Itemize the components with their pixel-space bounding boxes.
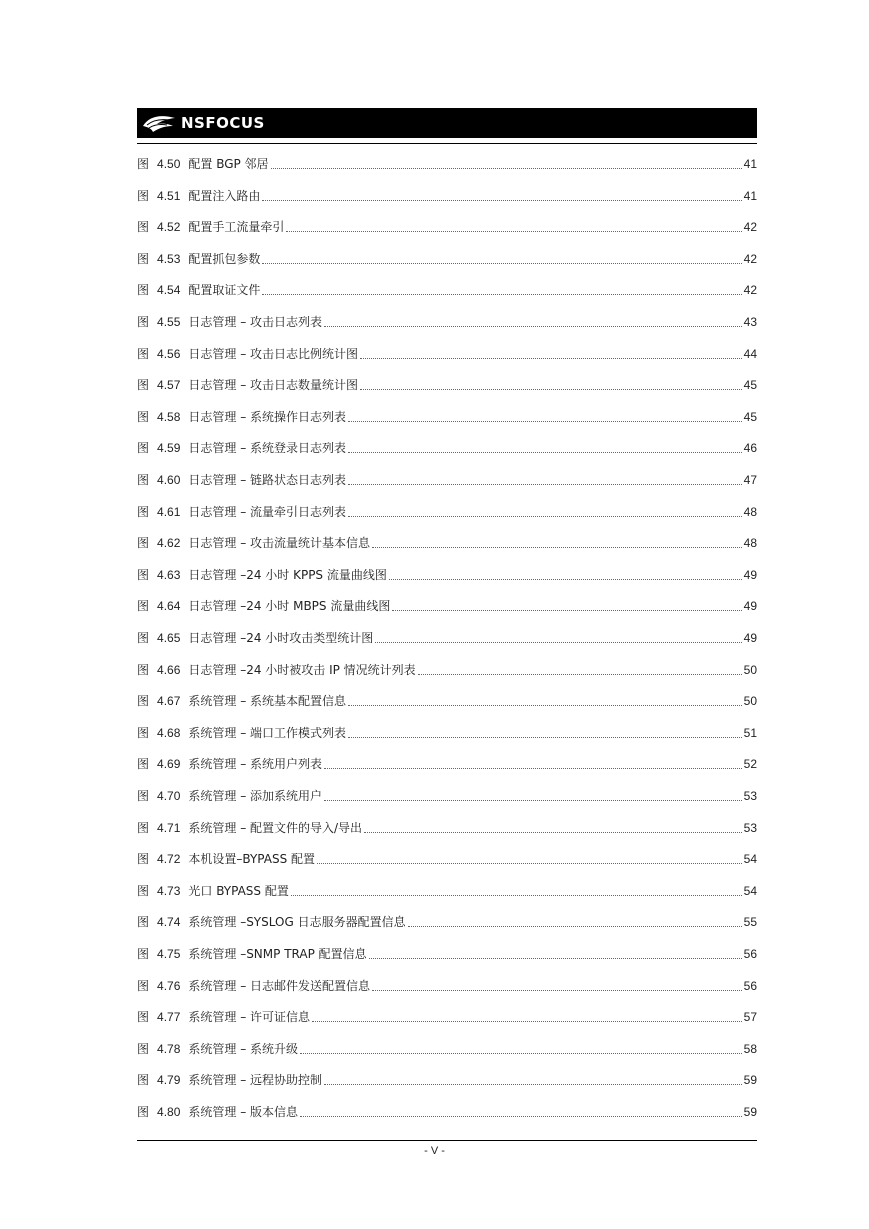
figure-title: 系统管理 – 远程协助控制 xyxy=(188,1073,323,1088)
dot-leader xyxy=(317,862,742,864)
header-divider xyxy=(137,143,757,144)
figure-title: 日志管理 – 攻击流量统计基本信息 xyxy=(188,536,371,551)
figure-title: 系统管理 – 日志邮件发送配置信息 xyxy=(188,978,371,993)
toc-entry[interactable] xyxy=(137,724,757,742)
page-ref: 45 xyxy=(743,409,757,424)
figure-label: 图 xyxy=(137,978,150,993)
figure-label: 图 xyxy=(137,599,150,614)
figure-number: 4.61 xyxy=(157,504,181,519)
figure-title: 日志管理 – 攻击日志比例统计图 xyxy=(188,346,359,361)
dot-leader xyxy=(286,230,741,232)
page-ref: 49 xyxy=(743,567,757,582)
figure-title: 日志管理 – 链路状态日志列表 xyxy=(188,473,347,487)
toc-entry[interactable] xyxy=(137,218,757,236)
page-ref: 51 xyxy=(743,725,757,740)
figure-number: 4.58 xyxy=(157,409,181,424)
figure-number: 4.59 xyxy=(157,441,181,456)
figure-number: 4.76 xyxy=(157,978,181,993)
figure-number: 4.79 xyxy=(157,1073,181,1088)
figure-title: 系统管理 – 系统升级 xyxy=(188,1041,299,1056)
page-ref: 41 xyxy=(743,157,757,171)
page-ref: 53 xyxy=(743,820,757,835)
toc-entry[interactable] xyxy=(137,376,757,394)
dot-leader xyxy=(312,1020,742,1022)
page-ref: 49 xyxy=(743,631,757,645)
page-ref: 56 xyxy=(743,947,757,961)
figure-label: 图 xyxy=(137,1105,150,1119)
page-ref: 57 xyxy=(743,1010,757,1025)
dot-leader xyxy=(392,609,741,611)
figure-label: 图 xyxy=(137,915,150,930)
page-ref: 46 xyxy=(743,441,757,456)
figure-number: 4.65 xyxy=(157,631,181,645)
figure-title: 日志管理 –24 小时攻击类型统计图 xyxy=(188,631,374,645)
page-ref: 59 xyxy=(743,1073,757,1088)
dot-leader xyxy=(348,736,742,738)
dot-leader xyxy=(324,767,742,769)
figure-number: 4.77 xyxy=(157,1010,181,1025)
figure-label: 图 xyxy=(137,536,150,551)
dot-leader xyxy=(348,515,742,517)
figure-title: 日志管理 – 系统登录日志列表 xyxy=(188,441,347,456)
figure-label: 图 xyxy=(137,409,150,424)
page-ref: 42 xyxy=(743,220,757,235)
dot-leader xyxy=(324,799,742,801)
dot-leader xyxy=(372,546,742,548)
dot-leader xyxy=(348,483,742,485)
toc-entry[interactable] xyxy=(137,913,757,931)
figure-number: 4.68 xyxy=(157,725,181,740)
page-ref: 49 xyxy=(743,599,757,614)
page-ref: 43 xyxy=(743,315,757,329)
page-number: - V - xyxy=(424,1145,445,1157)
toc-entry[interactable] xyxy=(137,692,757,710)
toc-entry[interactable] xyxy=(137,755,757,773)
dot-leader xyxy=(262,262,741,264)
page-ref: 42 xyxy=(743,251,757,266)
figure-label: 图 xyxy=(137,631,150,645)
figure-title: 系统管理 – 系统基本配置信息 xyxy=(188,694,347,709)
figure-number: 4.73 xyxy=(157,883,181,898)
figure-title: 光口 BYPASS 配置 xyxy=(188,883,289,898)
figure-title: 系统管理 – 端口工作模式列表 xyxy=(188,725,347,740)
figure-number: 4.75 xyxy=(157,947,181,961)
toc-entry[interactable] xyxy=(137,629,757,647)
toc-entry[interactable] xyxy=(137,313,757,331)
figure-label: 图 xyxy=(137,315,150,329)
figure-label: 图 xyxy=(137,947,150,961)
figure-label: 图 xyxy=(137,1041,150,1056)
dot-leader xyxy=(389,578,742,580)
toc-entry[interactable] xyxy=(137,155,757,173)
figure-title: 系统管理 – 版本信息 xyxy=(188,1105,299,1119)
figure-title: 系统管理 – 配置文件的导入/导出 xyxy=(188,820,363,835)
figure-title: 配置注入路由 xyxy=(188,188,261,203)
figure-label: 图 xyxy=(137,567,150,582)
dot-leader xyxy=(348,451,742,453)
toc-entry[interactable] xyxy=(137,819,757,837)
figure-number: 4.55 xyxy=(157,315,181,329)
figure-label: 图 xyxy=(137,789,150,803)
figure-number: 4.53 xyxy=(157,251,181,266)
page-ref: 55 xyxy=(743,915,757,930)
page-ref: 58 xyxy=(743,1041,757,1056)
header-bar xyxy=(137,108,757,138)
toc-entry[interactable] xyxy=(137,882,757,900)
dot-leader xyxy=(364,831,742,833)
figure-number: 4.78 xyxy=(157,1041,181,1056)
figure-title: 日志管理 – 攻击日志数量统计图 xyxy=(188,378,359,393)
page-ref: 48 xyxy=(743,504,757,519)
figure-label: 图 xyxy=(137,852,150,867)
dot-leader xyxy=(418,673,742,675)
figure-title: 配置取证文件 xyxy=(188,283,261,298)
figure-title: 日志管理 – 系统操作日志列表 xyxy=(188,409,347,424)
toc-entry[interactable] xyxy=(137,471,757,489)
toc-entry[interactable] xyxy=(137,439,757,457)
figure-number: 4.56 xyxy=(157,346,181,361)
figure-label: 图 xyxy=(137,188,150,203)
dot-leader xyxy=(291,894,742,896)
figure-number: 4.52 xyxy=(157,220,181,235)
page-ref: 50 xyxy=(743,662,757,677)
figure-label: 图 xyxy=(137,725,150,740)
figure-number: 4.54 xyxy=(157,283,181,298)
figure-number: 4.66 xyxy=(157,662,181,677)
toc-entry[interactable] xyxy=(137,566,757,584)
figure-label: 图 xyxy=(137,883,150,898)
toc-entry[interactable] xyxy=(137,661,757,679)
figure-label: 图 xyxy=(137,346,150,361)
dot-leader xyxy=(324,1083,742,1085)
nsfocus-logo-icon xyxy=(141,112,179,134)
figure-label: 图 xyxy=(137,1010,150,1025)
page-ref: 45 xyxy=(743,378,757,393)
figure-label: 图 xyxy=(137,1073,150,1088)
dot-leader xyxy=(262,199,741,201)
toc-entry[interactable] xyxy=(137,850,757,868)
toc-entry[interactable] xyxy=(137,1071,757,1089)
toc-entry[interactable] xyxy=(137,977,757,995)
figure-number: 4.57 xyxy=(157,378,181,393)
figure-title: 配置 BGP 邻居 xyxy=(188,157,269,171)
figure-label: 图 xyxy=(137,441,150,456)
page-ref: 52 xyxy=(743,757,757,772)
toc-entry[interactable] xyxy=(137,1008,757,1026)
dot-leader xyxy=(262,293,741,295)
figure-number: 4.70 xyxy=(157,789,181,803)
toc-entry[interactable] xyxy=(137,250,757,268)
figure-title: 系统管理 –SNMP TRAP 配置信息 xyxy=(188,947,367,961)
dot-leader xyxy=(360,388,742,390)
dot-leader xyxy=(372,989,742,991)
figure-number: 4.64 xyxy=(157,599,181,614)
toc-entry[interactable] xyxy=(137,187,757,205)
dot-leader xyxy=(324,325,742,327)
page-ref: 44 xyxy=(743,346,757,361)
figure-title: 配置手工流量牵引 xyxy=(188,220,285,235)
logo-text: NSFOCUS xyxy=(181,114,265,132)
toc-entry[interactable] xyxy=(137,281,757,299)
figure-label: 图 xyxy=(137,378,150,393)
figure-number: 4.60 xyxy=(157,473,181,487)
dot-leader xyxy=(375,641,741,643)
figure-number: 4.80 xyxy=(157,1105,181,1119)
figure-label: 图 xyxy=(137,820,150,835)
figure-title: 系统管理 –SYSLOG 日志服务器配置信息 xyxy=(188,915,406,930)
figure-label: 图 xyxy=(137,283,150,298)
figure-number: 4.71 xyxy=(157,820,181,835)
page-ref: 54 xyxy=(743,883,757,898)
page-ref: 54 xyxy=(743,852,757,867)
footer-divider xyxy=(137,1140,757,1141)
dot-leader xyxy=(369,957,742,959)
figure-title: 配置抓包参数 xyxy=(188,251,261,266)
dot-leader xyxy=(348,704,742,706)
dot-leader xyxy=(360,357,742,359)
page-ref: 48 xyxy=(743,536,757,551)
page-ref: 41 xyxy=(743,188,757,203)
figure-label: 图 xyxy=(137,157,150,171)
toc-entry[interactable] xyxy=(137,1103,757,1121)
toc-entry[interactable] xyxy=(137,787,757,805)
figure-number: 4.72 xyxy=(157,852,181,867)
page-ref: 59 xyxy=(743,1105,757,1119)
dot-leader xyxy=(300,1115,742,1117)
toc-entry[interactable] xyxy=(137,503,757,521)
figure-title: 系统管理 – 系统用户列表 xyxy=(188,757,323,772)
toc-entry[interactable] xyxy=(137,408,757,426)
figure-number: 4.63 xyxy=(157,567,181,582)
dot-leader xyxy=(271,167,742,169)
figure-number: 4.51 xyxy=(157,188,181,203)
dot-leader xyxy=(408,925,742,927)
toc-entry[interactable] xyxy=(137,345,757,363)
figure-label: 图 xyxy=(137,504,150,519)
figure-label: 图 xyxy=(137,220,150,235)
figure-title: 日志管理 – 攻击日志列表 xyxy=(188,315,323,329)
toc-entry[interactable] xyxy=(137,534,757,552)
figure-title: 本机设置–BYPASS 配置 xyxy=(188,852,316,867)
figure-number: 4.67 xyxy=(157,694,181,709)
figure-label: 图 xyxy=(137,473,150,487)
figure-label: 图 xyxy=(137,757,150,772)
page-ref: 47 xyxy=(743,473,757,487)
page-ref: 53 xyxy=(743,789,757,803)
dot-leader xyxy=(300,1052,742,1054)
figure-number: 4.50 xyxy=(157,157,181,171)
figure-title: 日志管理 –24 小时 MBPS 流量曲线图 xyxy=(188,599,391,614)
dot-leader xyxy=(348,420,742,422)
figure-title: 系统管理 – 添加系统用户 xyxy=(188,789,323,803)
figure-label: 图 xyxy=(137,251,150,266)
figure-title: 系统管理 – 许可证信息 xyxy=(188,1010,311,1025)
figure-title: 日志管理 –24 小时 KPPS 流量曲线图 xyxy=(188,567,387,582)
figure-title: 日志管理 –24 小时被攻击 IP 情况统计列表 xyxy=(188,662,416,677)
page-ref: 56 xyxy=(743,978,757,993)
figure-label: 图 xyxy=(137,694,150,709)
toc-entry[interactable] xyxy=(137,945,757,963)
page-ref: 42 xyxy=(743,283,757,298)
figure-label: 图 xyxy=(137,662,150,677)
page-ref: 50 xyxy=(743,694,757,709)
figure-title: 日志管理 – 流量牵引日志列表 xyxy=(188,504,347,519)
toc-entry[interactable] xyxy=(137,597,757,615)
figure-number: 4.69 xyxy=(157,757,181,772)
figure-number: 4.62 xyxy=(157,536,181,551)
figure-number: 4.74 xyxy=(157,915,181,930)
toc-entry[interactable] xyxy=(137,1040,757,1058)
